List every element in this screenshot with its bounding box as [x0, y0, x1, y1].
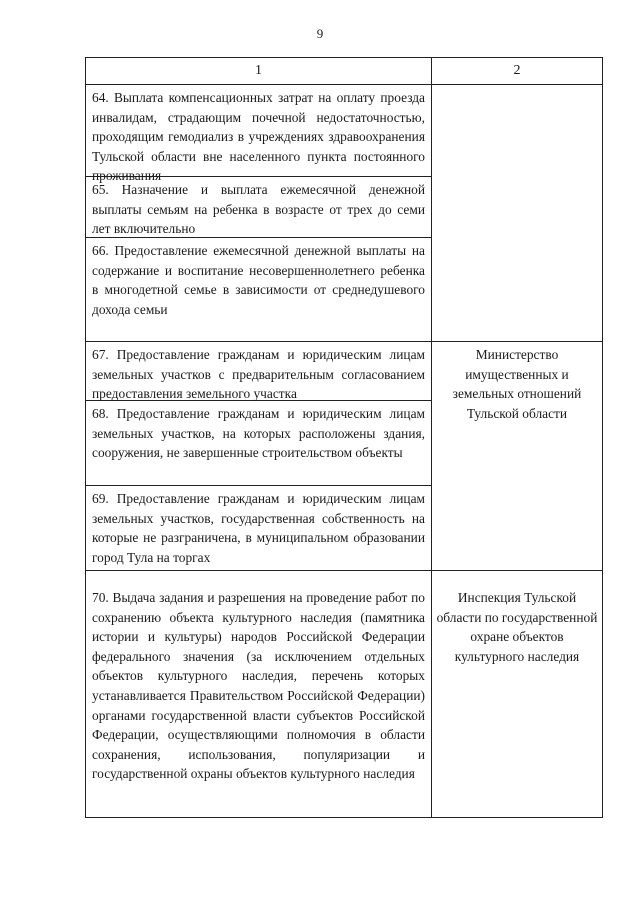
services-table — [85, 57, 603, 818]
service-item-70: 70. Выдача задания и разрешения на проведение работ по сохранению объекта культурного наследия (памятника истории и культуры) народов Российской Федерации федерального значения (за исключением отдельных объектов культурного наследия, перечень которых устанавливается Правительством Российской Федерации) органами государственной власти субъектов Российской Федерации, осуществляющими полномочия в области сохранения, использования, популяризации и государственной охраны объектов культурного наследия — [92, 590, 425, 782]
table-group — [86, 571, 602, 817]
service-item-64: 64. Выплата компенсационных затрат на оплату проезда инвалидам, страдающим почечной недостаточностью, проходящим гемодиализ в учреждениях здравоохранения Тульской области вне населенного пункта постоянного проживания — [86, 85, 431, 177]
row-spacer — [432, 571, 602, 585]
service-item-68: 68. Предоставление гражданам и юридическим лицам земельных участков, на которых расположены здания, сооружения, не завершенные строительством объекты — [86, 401, 431, 486]
services-column — [86, 85, 432, 341]
table-group — [86, 342, 602, 571]
table-group — [86, 85, 602, 342]
row-spacer — [86, 571, 431, 585]
department-name: Министерство имущественных и земельных отношений Тульской области — [452, 347, 582, 421]
service-item-67: 67. Предоставление гражданам и юридическим лицам земельных участков с предварительным согласованием предоставления земельного участка — [86, 342, 431, 401]
service-item-66: 66. Предоставление ежемесячной денежной выплаты на содержание и воспитание несовершеннолетнего ребенка в многодетной семье в зависимости от среднедушевого дохода семьи — [92, 243, 425, 317]
services-column — [86, 571, 432, 817]
column-header-2: 2 — [513, 63, 521, 78]
page-number: 9 — [316, 26, 324, 41]
department-name: Инспекция Тульской области по государственной охране объектов культурного наследия — [436, 590, 598, 664]
department-cell — [432, 342, 602, 570]
column-header-1: 1 — [86, 58, 432, 84]
services-column — [86, 342, 432, 570]
table-header — [86, 58, 602, 85]
service-item-65: 65. Назначение и выплата ежемесячной денежной выплаты семьям на ребенка в возрасте от трех до семи лет включительно — [86, 177, 431, 238]
department-cell — [432, 85, 602, 341]
department-name — [432, 85, 602, 91]
department-cell — [432, 571, 602, 817]
service-item-69: 69. Предоставление гражданам и юридическим лицам земельных участков, государственная собственность на которые не разграничена, в муниципальном образовании город Тула на торгах — [92, 491, 425, 565]
